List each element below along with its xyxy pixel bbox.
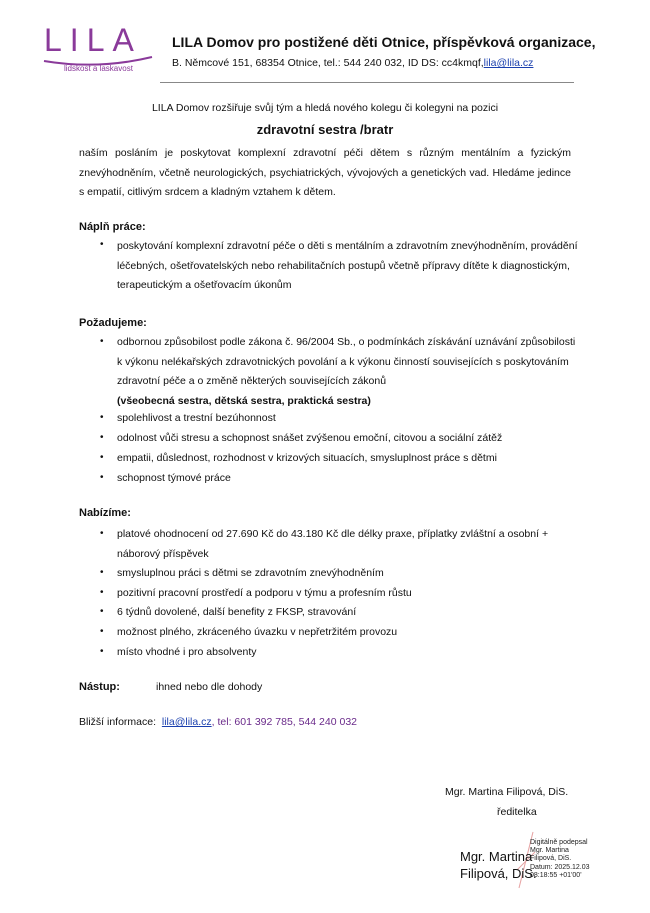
org-name: LILA Domov pro postižené děti Otnice, příspěvková organizace, bbox=[172, 34, 596, 50]
org-address bbox=[172, 57, 533, 69]
logo-tagline: lidskost a laskavost bbox=[64, 64, 133, 73]
bullet-icon: • bbox=[100, 646, 104, 657]
bullet-icon: • bbox=[100, 567, 104, 578]
contact-info bbox=[79, 716, 357, 728]
bullet-icon: • bbox=[100, 472, 104, 483]
header-divider bbox=[160, 82, 574, 83]
bullet-icon: • bbox=[100, 626, 104, 637]
nastup-label: Nástup: bbox=[79, 681, 120, 693]
position-title: zdravotní sestra /bratr bbox=[256, 122, 394, 137]
bullet-icon: • bbox=[100, 452, 104, 463]
contact-email-link[interactable]: lila@lila.cz bbox=[161, 716, 212, 728]
list-item bbox=[117, 333, 582, 411]
stamp-line: Digitálně podepsal bbox=[530, 839, 588, 846]
list-item: smysluplnou práci s dětmi se zdravotním znevýhodněním bbox=[117, 567, 384, 579]
contact-label: Bližší informace: bbox=[79, 716, 157, 728]
email-link[interactable]: lila@lila.cz bbox=[483, 57, 534, 69]
stamp-name-line: Mgr. Martina bbox=[460, 849, 533, 864]
list-item: odolnost vůči stresu a schopnost snášet zvýšenou emoční, citovou a sociální zátěž bbox=[117, 432, 503, 444]
stamp-name-line: Filipová, DiS. bbox=[460, 866, 537, 881]
bullet-icon: • bbox=[100, 432, 104, 443]
list-item: platové ohodnocení od 27.690 Kč do 43.180 Kč dle délky praxe, příplatky zvláštní a osobní + náborový příspěvek bbox=[117, 528, 549, 560]
bullet-icon: • bbox=[100, 587, 104, 598]
bullet-icon: • bbox=[100, 528, 104, 539]
list-item: možnost plného, zkráceného úvazku v nepřetržitém provozu bbox=[117, 626, 398, 638]
list-item: pozitivní pracovní prostředí a podporu v týmu a profesním růstu bbox=[117, 587, 412, 599]
bullet-icon: • bbox=[100, 606, 104, 617]
stamp-line: Datum: 2025.12.03 bbox=[530, 863, 590, 871]
nastup-value: ihned nebo dle dohody bbox=[156, 681, 263, 693]
list-item: poskytování komplexní zdravotní péče o děti s mentálním a zdravotním znevýhodněním, provádění léčebných, ošetřovatelských nebo rehabilitačních postupů včetně přípravy dítěte k diagnostickým, terapeutickým a ošetřovacím úkonům bbox=[117, 240, 578, 291]
logo-text: LILA bbox=[44, 22, 142, 58]
list-item-text: odbornou způsobilost podle zákona č. 96/2004 Sb., o podmínkách získávání uznávání způsobilosti k výkonu nelékařských zdravotnických povolání a k výkonu činností souvisejících s poskytováním zdravotní péče a o změně některých souvisejících zákonů bbox=[117, 336, 576, 387]
napln-heading: Náplň práce: bbox=[79, 221, 146, 233]
stamp-line: 08:18:55 +01'00' bbox=[530, 871, 582, 879]
intro-text: LILA Domov rozšiřuje svůj tým a hledá nového kolegu či kolegyni na pozici bbox=[151, 102, 499, 114]
signer-role: ředitelka bbox=[497, 806, 537, 818]
signer-name: Mgr. Martina Filipová, DiS. bbox=[445, 786, 569, 798]
list-item: spolehlivost a trestní bezúhonnost bbox=[117, 412, 276, 424]
list-item: schopnost týmové práce bbox=[117, 472, 231, 484]
digital-signature-details bbox=[530, 839, 590, 880]
list-item: místo vhodné i pro absolventy bbox=[117, 646, 257, 658]
bullet-icon: • bbox=[100, 412, 104, 423]
digital-signature-name bbox=[460, 848, 537, 882]
bullet-icon: • bbox=[100, 239, 104, 250]
stamp-line: Mgr. Martina bbox=[530, 847, 569, 855]
nabizime-heading: Nabízíme: bbox=[79, 507, 131, 519]
list-item-note: (všeobecná sestra, dětská sestra, praktická sestra) bbox=[117, 394, 371, 407]
address-text: B. Němcové 151, 68354 Otnice, tel.: 544 240 032, ID DS: cc4kmqf, bbox=[172, 57, 484, 69]
description-paragraph: naším posláním je poskytovat komplexní zdravotní péči dětem s různým mentálním a fyzickým znevýhodněním, včetně neurologických, psychiatrických, vývojových a genetických vad. Hledáme jedince s empatií, citlivým srdcem a kladným vztahem k dětem. bbox=[79, 147, 571, 198]
list-item: empatii, důslednost, rozhodnost v krizových situacích, smysluplnost práce s dětmi bbox=[117, 452, 497, 464]
contact-phones: , tel: 601 392 785, 544 240 032 bbox=[211, 716, 358, 728]
stamp-line: Filipová, DiS. bbox=[530, 855, 572, 863]
bullet-icon: • bbox=[100, 336, 104, 347]
pozadujeme-heading: Požadujeme: bbox=[79, 317, 147, 329]
list-item: 6 týdnů dovolené, další benefity z FKSP, stravování bbox=[117, 606, 357, 618]
